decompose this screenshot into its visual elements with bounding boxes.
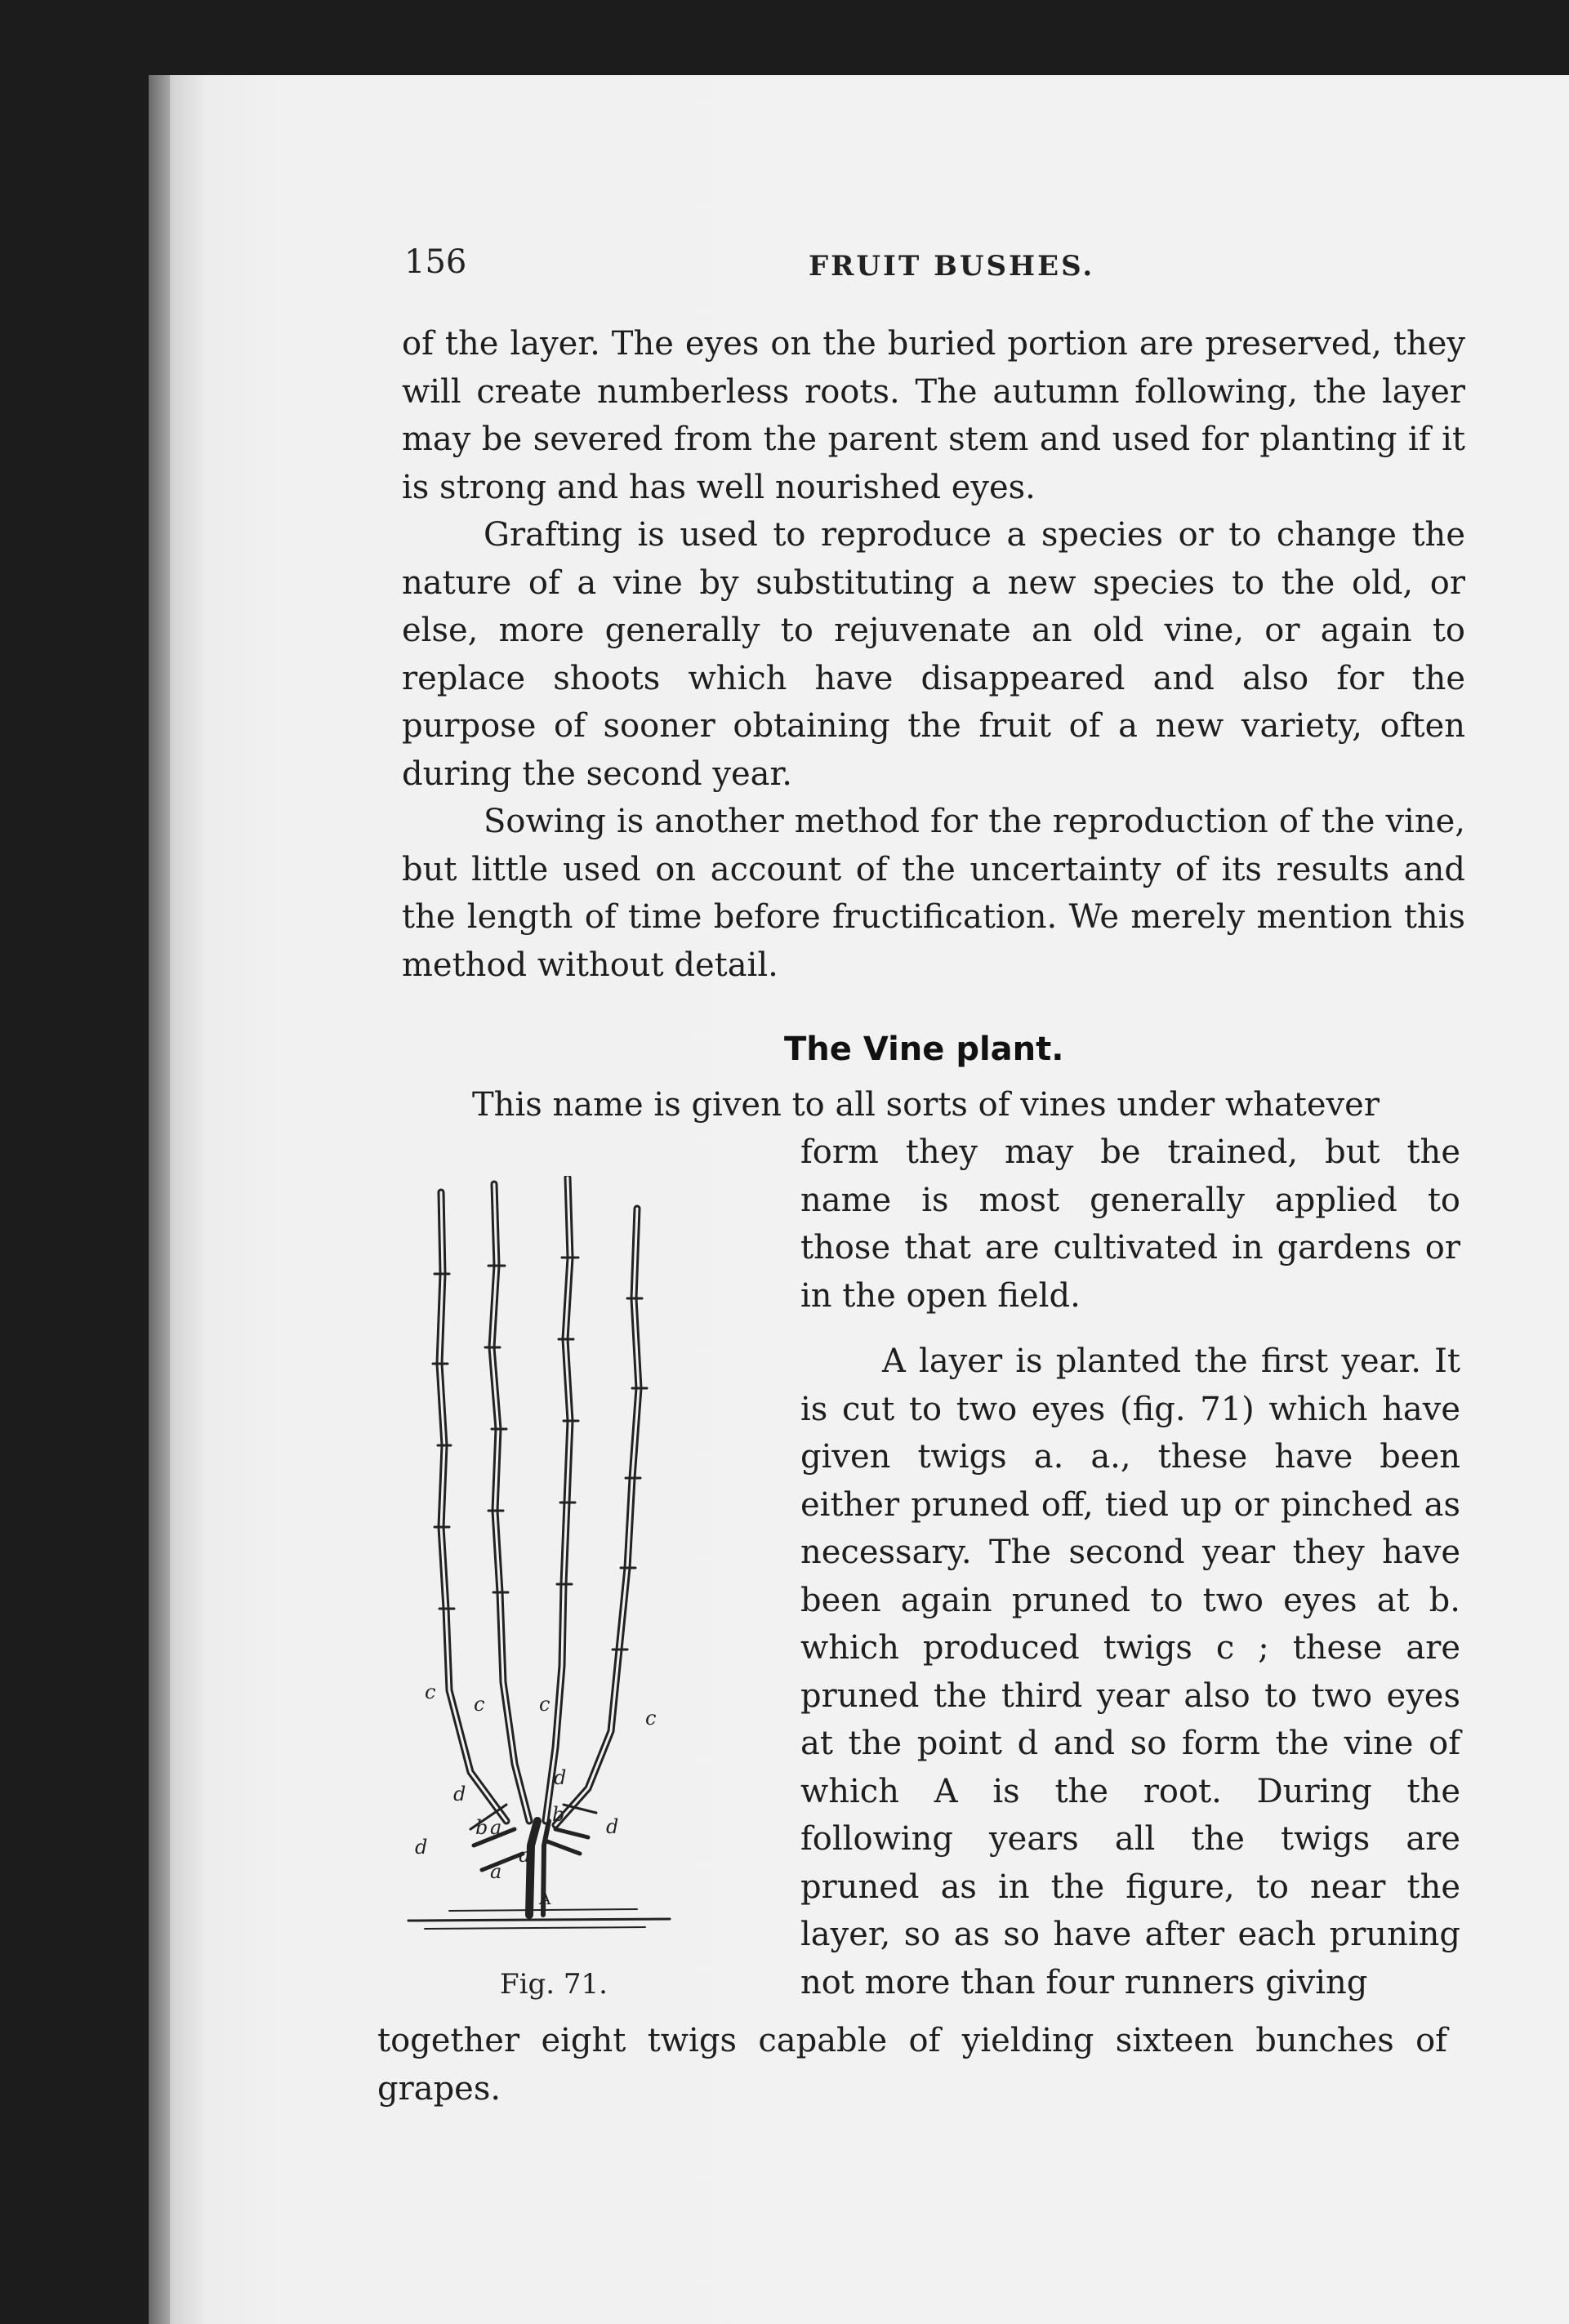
top-text-block [402,320,1465,989]
label-c: c [474,1693,485,1716]
label-a: a [519,1844,531,1867]
paragraph-sowing: Sowing is another method for the reproduction of the vine, but little used on account of the uncertainty of its results and the length of time before fructification. We merely mention this method without detail. [402,803,1465,984]
label-c: c [425,1681,436,1703]
paragraph-grafting: Grafting is used to reproduce a species or to change the nature of a vine by substituting a new species to the old, or else, more generally to rejuvenate an old vine, or again to replace shoots which have disappeared and also for the purpose of sooner obtaining the fruit of a new variety, often during the second year. [402,516,1465,793]
label-a: a [490,1860,502,1883]
label-c: c [539,1693,550,1716]
section-title: The Vine plant. [784,1031,1064,1068]
paragraph-layer-pruning: A layer is planted the first year. It is cut to two eyes (fig. 71) which have given twigs a. a., these have been either pruned off, tied up or pinched as necessary. The second year they have been again pruned to two eyes at b. which produced twigs c ; these are pruned the third year also to two eyes at the point d and so form the vine of which A is the root. During the following years all the twigs are pruned as in the figure, to near the layer, so as so have after each pruning not more than four runners giving [800,1342,1460,2001]
label-b: b [552,1803,565,1826]
running-head: FRUIT BUSHES. [809,250,1095,283]
label-c: c [645,1707,657,1730]
right-column-text [800,1129,1460,2006]
paragraph-layer-continuation: of the layer. The eyes on the buried portion are preserved, they will create numberless roots. The autumn following, the layer may be severed from the parent stem and used for planting if it is strong and has well nourished eyes. [402,325,1465,506]
label-d: d [554,1766,567,1789]
figure-caption: Fig. 71. [500,1968,608,2001]
label-d: d [453,1783,466,1805]
page-gutter-shadow [149,75,170,2324]
label-b: b [475,1816,488,1839]
page-header [0,243,1569,292]
section-intro-line: This name is given to all sorts of vines under whatever [472,1086,1380,1124]
label-a: a [490,1816,502,1839]
paragraph-vine-plant-definition: form they may be trained, but the name is most generally applied to those that are cultivated in gardens or in the open field. [800,1133,1460,1315]
label-root: A [539,1889,551,1908]
vine-figure-illustration [392,1176,694,1960]
bottom-text: together eight twigs capable of yielding sixteen bunches of grapes. [377,2022,1447,2108]
label-d: d [606,1815,619,1838]
label-d: d [415,1836,428,1859]
page-number: 156 [404,243,467,281]
